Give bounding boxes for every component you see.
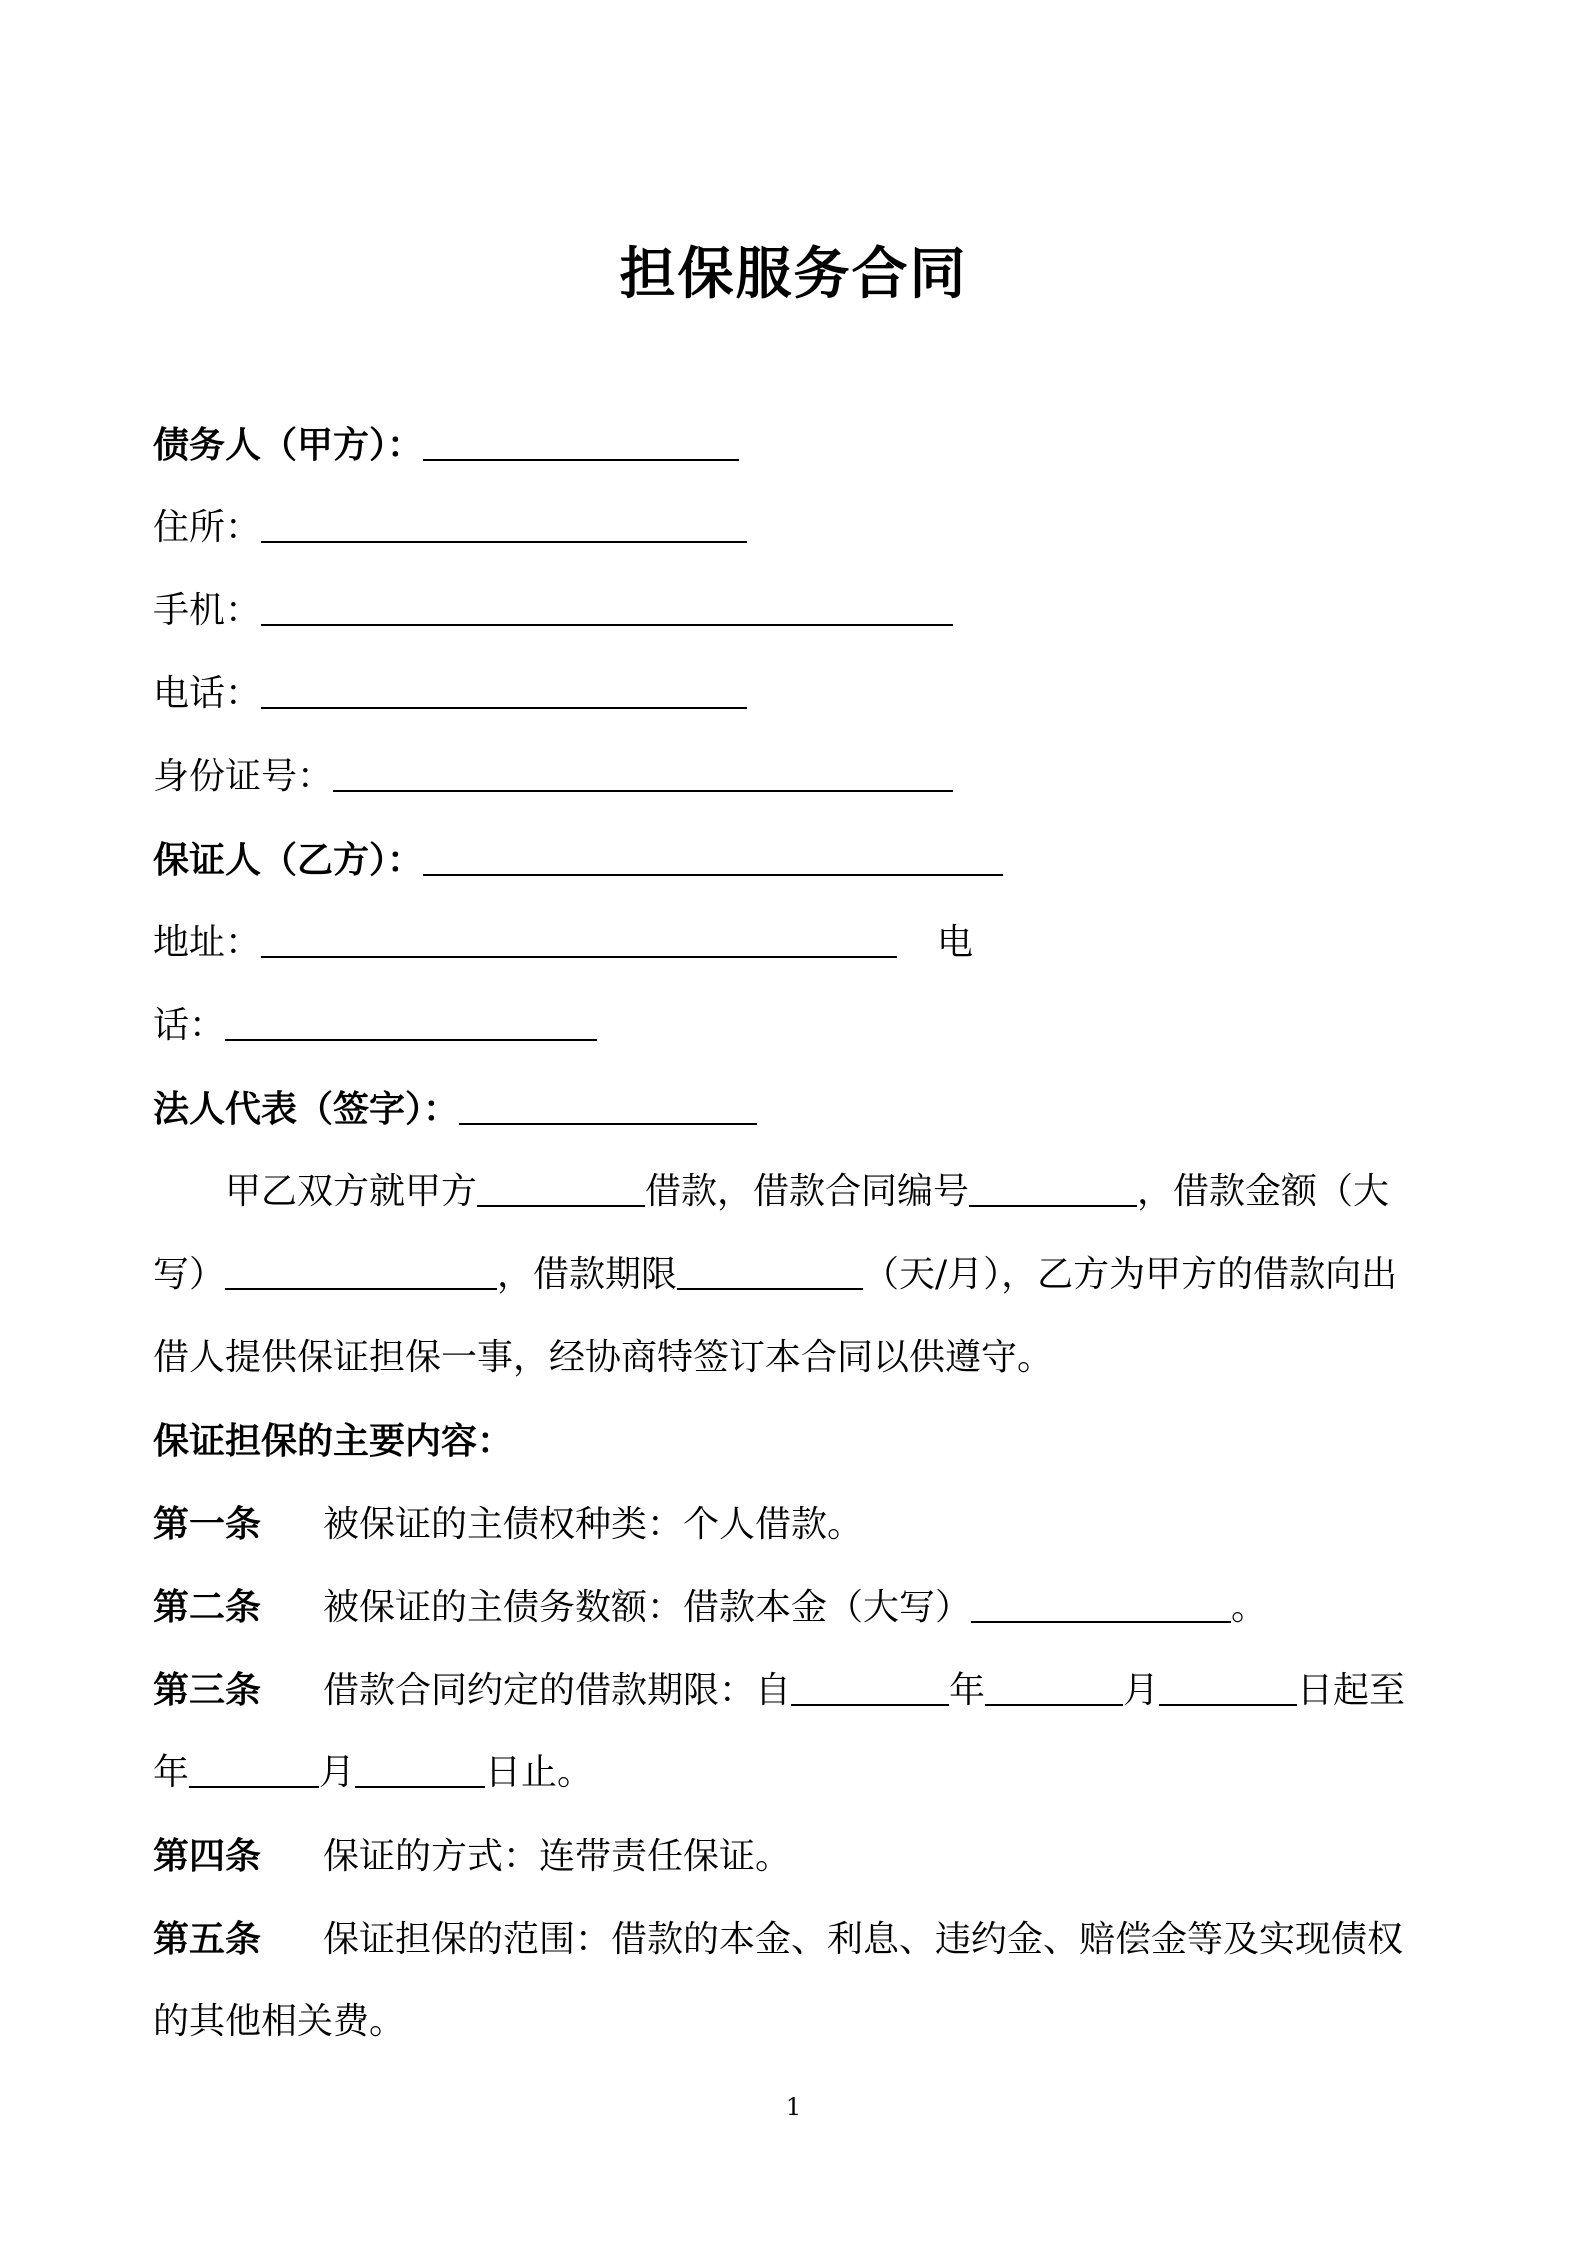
start-month-blank[interactable] xyxy=(985,1668,1123,1706)
article-3-day: 日起至 xyxy=(1297,1670,1406,1711)
guarantor-phone-line xyxy=(153,1001,597,1051)
article-1-label: 第一条 xyxy=(153,1503,262,1545)
phone-blank[interactable] xyxy=(261,671,747,709)
legal-rep-blank[interactable] xyxy=(459,1087,757,1125)
article-2 xyxy=(153,1582,1267,1633)
article-3 xyxy=(153,1665,1405,1716)
intro-line-1 xyxy=(225,1167,1389,1217)
article-5-text: 保证担保的范围：借款的本金、利息、违约金、赔偿金等及实现债权 xyxy=(323,1919,1404,1960)
article-3-text: 借款合同约定的借款期限：自 xyxy=(323,1670,792,1711)
legal-rep-label: 法人代表（签字）： xyxy=(153,1088,460,1130)
end-day-blank[interactable] xyxy=(355,1750,485,1788)
article-5 xyxy=(153,1914,1403,1965)
guarantor-address-line xyxy=(153,918,973,968)
article-4 xyxy=(153,1831,791,1882)
legal-rep-line xyxy=(153,1084,757,1134)
article-2-text: 被保证的主债务数额：借款本金（大写） xyxy=(323,1587,972,1628)
mobile-label: 手机： xyxy=(153,590,262,631)
intro-text-6: （天/月），乙方为甲方的借款向出 xyxy=(863,1254,1398,1295)
article-3-year: 年 xyxy=(949,1670,986,1711)
address-line xyxy=(153,503,747,553)
guarantor-phone-label-b: 话： xyxy=(153,1005,226,1046)
guarantor-address-label: 地址： xyxy=(153,922,262,963)
start-year-blank[interactable] xyxy=(791,1668,949,1706)
id-label: 身份证号： xyxy=(153,756,334,797)
phone-label: 电话： xyxy=(153,673,262,714)
article-3-label: 第三条 xyxy=(153,1669,262,1711)
address-blank[interactable] xyxy=(261,505,747,543)
start-day-blank[interactable] xyxy=(1159,1668,1297,1706)
section-heading: 保证担保的主要内容： xyxy=(153,1420,514,1462)
debtor-blank[interactable] xyxy=(423,423,739,461)
contract-number-blank[interactable] xyxy=(969,1169,1137,1207)
article-5-text-2: 的其他相关费。 xyxy=(153,2001,406,2042)
article-2-end: 。 xyxy=(1231,1587,1268,1628)
loan-term-blank[interactable] xyxy=(677,1252,863,1290)
article-4-text: 保证的方式：连带责任保证。 xyxy=(323,1836,792,1877)
guarantor-blank[interactable] xyxy=(423,838,1003,876)
page-number: 1 xyxy=(785,2093,802,2121)
article-5-label: 第五条 xyxy=(153,1918,262,1960)
intro-text-7: 借人提供保证担保一事，经协商特签订本合同以供遵守。 xyxy=(153,1337,1054,1378)
article-5-cont xyxy=(153,1997,405,2047)
intro-text-5: ，借款期限 xyxy=(497,1254,678,1295)
intro-text-1: 甲乙双方就甲方 xyxy=(225,1171,478,1212)
article-3-month: 月 xyxy=(1123,1670,1160,1711)
article-3-year2: 年 xyxy=(153,1752,190,1793)
debtor-label: 债务人（甲方）： xyxy=(153,424,424,466)
intro-line-2 xyxy=(153,1250,1397,1300)
id-blank[interactable] xyxy=(333,754,953,792)
guarantor-label: 保证人（乙方）： xyxy=(153,839,424,881)
article-1 xyxy=(153,1499,863,1550)
article-4-label: 第四条 xyxy=(153,1835,262,1877)
guarantor-phone-blank[interactable] xyxy=(225,1003,597,1041)
intro-line-3 xyxy=(153,1333,1053,1383)
mobile-blank[interactable] xyxy=(261,588,953,626)
phone-line xyxy=(153,669,747,719)
article-2-label: 第二条 xyxy=(153,1586,262,1628)
document-title: 担保服务合同 xyxy=(619,241,968,307)
article-1-text: 被保证的主债权种类：个人借款。 xyxy=(323,1504,864,1545)
debtor-line xyxy=(153,420,739,470)
intro-borrow-blank[interactable] xyxy=(477,1169,645,1207)
principal-blank[interactable] xyxy=(971,1585,1231,1623)
guarantor-address-blank[interactable] xyxy=(261,920,897,958)
end-month-blank[interactable] xyxy=(189,1750,319,1788)
guarantor-phone-label-a: 电 xyxy=(937,922,974,963)
article-3-month2: 月 xyxy=(319,1752,356,1793)
mobile-line xyxy=(153,586,953,636)
loan-amount-blank[interactable] xyxy=(225,1252,497,1290)
article-3-day2: 日止。 xyxy=(485,1752,594,1793)
article-3-cont xyxy=(153,1748,593,1798)
guarantor-line xyxy=(153,835,1003,885)
id-line xyxy=(153,752,953,802)
intro-text-4: 写） xyxy=(153,1254,226,1295)
intro-text-2: 借款，借款合同编号 xyxy=(645,1171,970,1212)
intro-text-3: ，借款金额（大 xyxy=(1137,1171,1390,1212)
address-label: 住所： xyxy=(153,507,262,548)
